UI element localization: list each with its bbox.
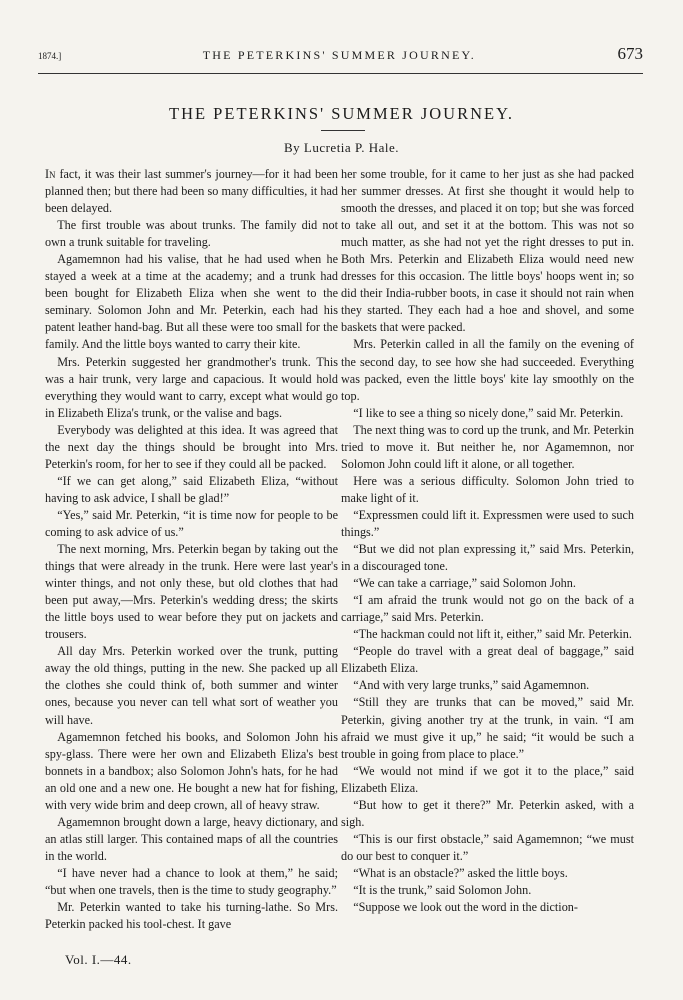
paragraph: Agamemnon brought down a large, heavy dictionary, and an atlas still larger. This contained maps of all the countries in the world. (45, 814, 338, 863)
paragraph: The first trouble was about trunks. The family did not own a trunk suitable for traveling. (45, 218, 338, 250)
paragraph: “I like to see a thing so nicely done,” said Mr. Peterkin. (353, 405, 624, 420)
paragraph: “People do travel with a great deal of baggage,” said Elizabeth Eliza. (341, 644, 634, 676)
paragraph: “And with very large trunks,” said Agamemnon. (353, 678, 590, 693)
paragraph: “We can take a carriage,” said Solomon John. (353, 576, 576, 591)
byline: By Lucretia P. Hale. (283, 140, 400, 155)
paragraph: Mrs. Peterkin suggested her grandmother's trunk. This was a hair trunk, very large and capacious. It would hold everything they would want to carry, except what would go in Elizabeth Eliza's trunk, or the valise and bags. (45, 354, 338, 420)
paragraph: “It is the trunk,” said Solomon John. (353, 882, 532, 897)
article-title: THE PETERKINS' SUMMER JOURNEY. (168, 104, 515, 123)
paragraph: “I have never had a chance to look at them,” he said; “but when one travels, then is the time to study geography.” (45, 865, 338, 897)
paragraph: “Suppose we look out the word in the diction- (353, 900, 578, 915)
paragraph: “If we can get along,” said Elizabeth Eliza, “without having to ask advice, I shall be glad!” (45, 473, 338, 505)
paragraph: “Yes,” said Mr. Peterkin, “it is time now for people to be coming to ask advice of us.” (45, 507, 338, 539)
paragraph: The next thing was to cord up the trunk, and Mr. Peterkin tried to move it. But neither he, nor Agamemnon, nor Solomon John could lift it alone, or all together. (341, 422, 634, 471)
left-column (45, 166, 338, 933)
paragraph: “But we did not plan expressing it,” said Mrs. Peterkin, in a discouraged tone. (341, 542, 634, 574)
signature-mark: Vol. I.—44. (65, 952, 132, 967)
header-rule (38, 73, 643, 74)
paragraph (45, 166, 338, 217)
title-rule (321, 130, 365, 131)
paragraph: Here was a serious difficulty. Solomon John tried to make light of it. (341, 473, 634, 505)
paragraph: Everybody was delighted at this idea. It was agreed that the next day the things should be brought into Mrs. Peterkin's room, for her to see if they could all be packed. (45, 422, 338, 471)
paragraph: Mr. Peterkin wanted to take his turning-lathe. So Mrs. Peterkin packed his tool-chest. It gave (45, 900, 338, 932)
paragraph: “Still they are trunks that can be moved,” said Mr. Peterkin, giving another try at the trunk, in vain. “I am afraid we must give it up,” he said; “it would be such a trouble in going from place to place.” (341, 695, 634, 761)
paragraph: “Expressmen could lift it. Expressmen were used to such things.” (341, 507, 634, 539)
paragraph: All day Mrs. Peterkin worked over the trunk, putting away the old things, putting in the new. She packed up all the clothes she could think of, both summer and winter ones, because you never can tell what sort of weather you will have. (45, 644, 338, 727)
paragraph-text: fact, it was their last summer's journey—for it had been planned then; but there had been so many difficulties, it had been delayed. (45, 167, 338, 216)
paragraph: “This is our first obstacle,” said Agamemnon; “we must do our best to conquer it.” (341, 831, 634, 863)
paragraph: “But how to get it there?” Mr. Peterkin asked, with a sigh. (341, 797, 634, 829)
paragraph: Mrs. Peterkin called in all the family on the evening of the second day, to see how she had succeeded. Everything was packed, even the little boys' kite lay smoothly on the top. (341, 337, 634, 403)
running-head-date: 1874.] (38, 51, 62, 61)
paragraph: Agamemnon had his valise, that he had used when he stayed a week at a time at the academy; and a trunk had been bought for Elizabeth Eliza when she went to the seminary. Solomon John and Mr. Peterkin, each had his patent leather hand-bag. But all these were too small for the family. And the little boys wanted to carry their kite. (45, 252, 338, 352)
paragraph: “We would not mind if we got it to the place,” said Elizabeth Eliza. (341, 763, 634, 795)
opening-small-caps: In (45, 167, 56, 181)
paragraph: “I am afraid the trunk would not go on the back of a carriage,” said Mrs. Peterkin. (341, 593, 634, 625)
running-head-title: THE PETERKINS' SUMMER JOURNEY. (202, 48, 477, 62)
paragraph: The next morning, Mrs. Peterkin began by taking out the things that were already in the trunk. Here were last year's winter things, and not only these, but old clothes that had been put away,—Mrs. Peterkin's wedding dress; the skirts the little boys used to wear before they put on jackets and trousers. (45, 542, 338, 642)
paragraph: Agamemnon fetched his books, and Solomon John his spy-glass. There were her own and Elizabeth Eliza's best bonnets in a bandbox; also Solomon John's hats, for he had an old one and a new one. He bought a new hat for fishing, with very wide brim and deep crown, all of heavy straw. (45, 729, 338, 812)
paragraph: her some trouble, for it came to her just as she had packed her summer dresses. At first she thought it would help to smooth the dresses, and placed it on top; but she was forced to take all out, and set it at the bottom. This was not so much matter, as she had not yet the right dresses to put in. Both Mrs. Peterkin and Elizabeth Eliza would need new dresses for this occasion. The little boys' hoops went in; so did their India-rubber boots, in case it should not rain when they started. They each had a hoe and shovel, and some baskets that were packed. (341, 167, 634, 335)
running-head (38, 44, 643, 70)
right-column (341, 166, 634, 916)
paragraph: “The hackman could not lift it, either,” said Mr. Peterkin. (353, 627, 632, 642)
page-number: 673 (617, 44, 643, 63)
paragraph: “What is an obstacle?” asked the little boys. (353, 865, 568, 880)
